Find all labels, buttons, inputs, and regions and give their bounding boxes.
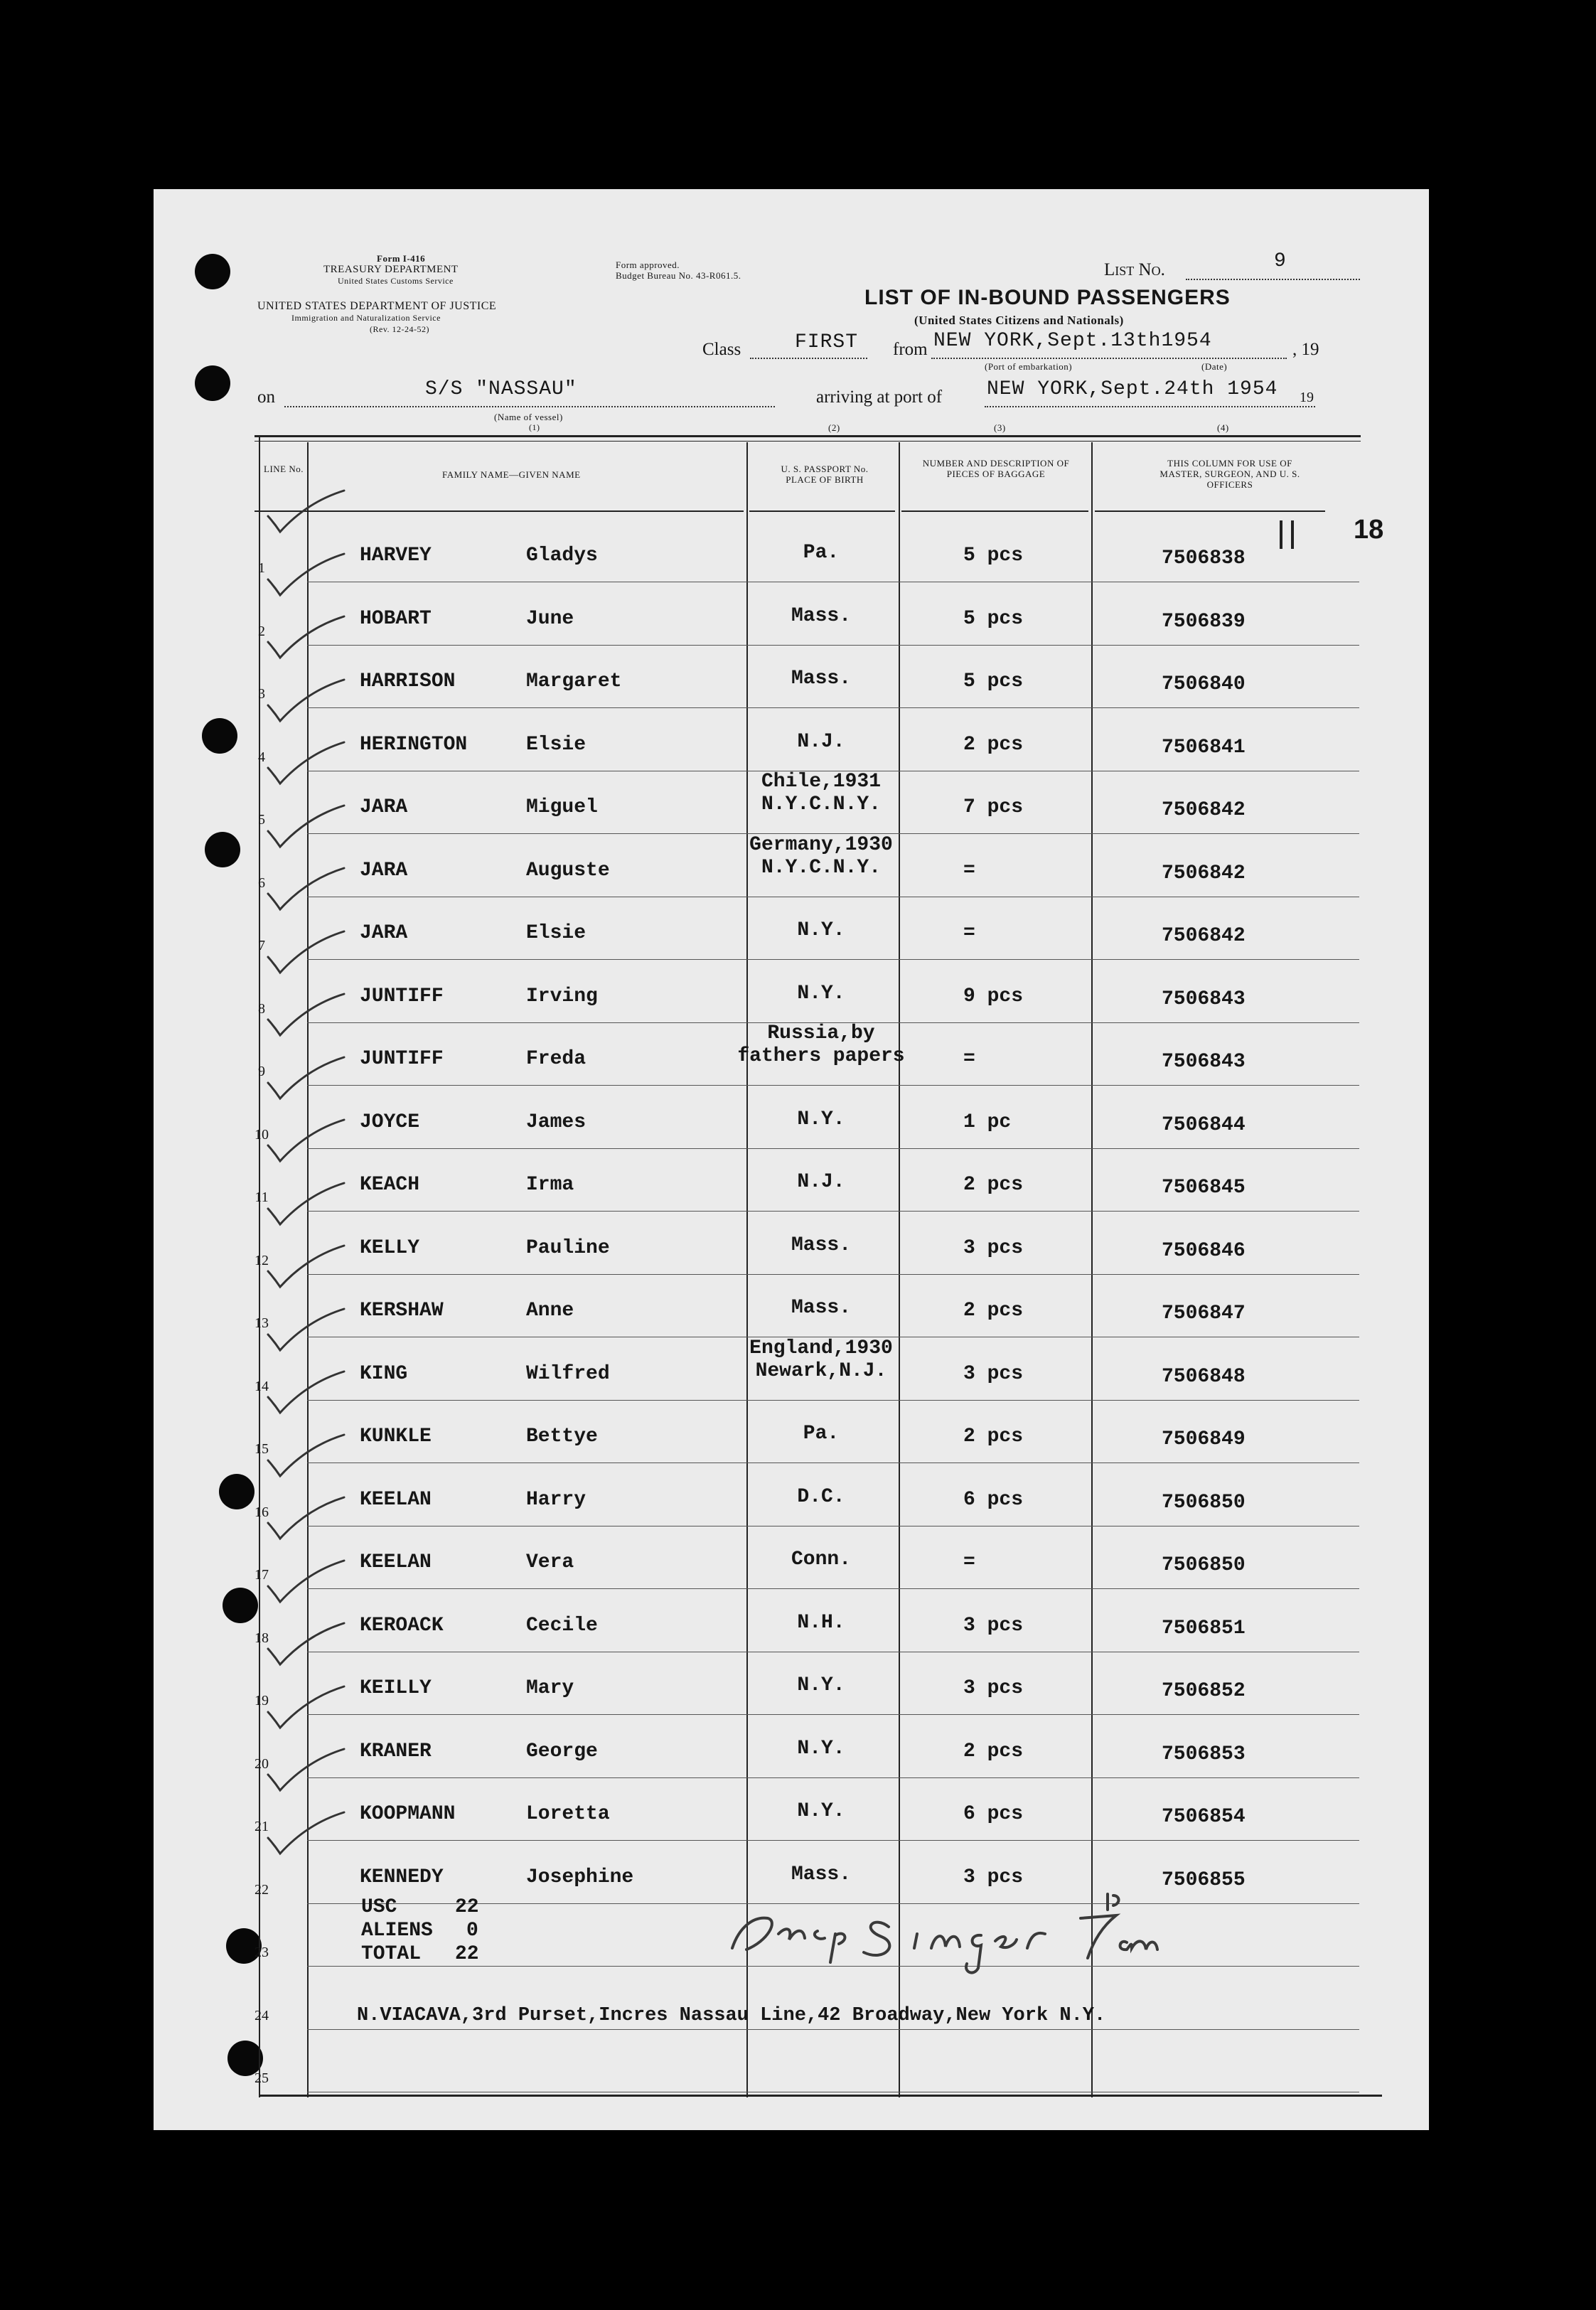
line-number: 23 xyxy=(255,1945,269,1960)
passport-number: 7506847 xyxy=(1162,1303,1246,1325)
baggage: 1 pc xyxy=(963,1111,1012,1133)
given-name: Irma xyxy=(526,1174,574,1196)
given-name: Elsie xyxy=(526,922,587,944)
passport-number: 7506842 xyxy=(1162,925,1246,947)
col-num-2: (2) xyxy=(828,422,840,433)
arriving-year: 19 xyxy=(1300,390,1314,405)
passport-number: 7506853 xyxy=(1162,1743,1246,1765)
from-value: NEW YORK,Sept.13th1954 xyxy=(933,330,1212,352)
place-of-birth: N.J. xyxy=(797,1171,845,1193)
total-aliens-label: ALIENS xyxy=(361,1920,433,1942)
family-name: JARA xyxy=(360,796,408,818)
passport-number: 7506840 xyxy=(1162,673,1246,695)
checkmark-icon xyxy=(264,1432,350,1485)
arriving-label: arriving at port of xyxy=(816,387,943,407)
baggage: 3 pcs xyxy=(963,1362,1024,1385)
line-number: 7 xyxy=(258,938,265,953)
revision-date: (Rev. 12-24-52) xyxy=(370,324,430,334)
row-rule xyxy=(307,959,1359,960)
place-of-birth: N.Y. xyxy=(797,1674,845,1696)
arriving-value: NEW YORK,Sept.24th 1954 xyxy=(987,378,1278,400)
line-number: 4 xyxy=(258,749,265,765)
place-of-birth: Mass. xyxy=(791,1234,851,1256)
place-of-birth: Mass. xyxy=(791,668,851,690)
line-number: 1 xyxy=(258,560,265,576)
passport-number: 7506843 xyxy=(1162,1051,1246,1073)
place-of-birth: Newark,N.J. xyxy=(755,1359,887,1382)
baggage: 2 pcs xyxy=(963,733,1024,756)
form-number: Form I-416 xyxy=(377,253,426,264)
form-approved: Form approved. xyxy=(616,260,680,270)
place-of-birth: fathers papers xyxy=(737,1045,905,1067)
date-caption: (Date) xyxy=(1201,361,1228,372)
place-of-birth: Mass. xyxy=(791,604,851,627)
line-number: 13 xyxy=(255,1315,269,1331)
total-usc-label: USC xyxy=(361,1896,397,1918)
line-number: 21 xyxy=(255,1819,269,1834)
baggage: 6 pcs xyxy=(963,1803,1024,1825)
baggage: 3 pcs xyxy=(963,1677,1024,1699)
place-of-birth: N.Y. xyxy=(797,982,845,1005)
checkmark-icon xyxy=(264,929,350,982)
passport-number: 7506850 xyxy=(1162,1491,1246,1514)
vessel-name: S/S "NASSAU" xyxy=(425,378,577,400)
family-name: JARA xyxy=(360,922,408,944)
place-of-birth: N.J. xyxy=(797,730,845,753)
family-name: KENNEDY xyxy=(360,1866,444,1888)
line-number: 12 xyxy=(255,1252,269,1268)
family-name: KING xyxy=(360,1362,408,1385)
punch-hole xyxy=(202,718,237,754)
family-name: KOOPMANN xyxy=(360,1803,456,1825)
family-name: HERINGTON xyxy=(360,733,468,756)
given-name: Irving xyxy=(526,985,598,1007)
line-number: 8 xyxy=(258,1000,265,1017)
baggage: 5 pcs xyxy=(963,670,1024,693)
given-name: Pauline xyxy=(526,1236,610,1259)
passport-number: 7506842 xyxy=(1162,862,1246,884)
baggage: 3 pcs xyxy=(963,1236,1024,1259)
checkmark-icon xyxy=(264,1243,350,1296)
line-number: 6 xyxy=(258,875,265,891)
header-name: FAMILY NAME—GIVEN NAME xyxy=(442,469,581,480)
passport-number: 7506842 xyxy=(1162,799,1246,821)
baggage: 6 pcs xyxy=(963,1488,1024,1511)
given-name: Margaret xyxy=(526,670,622,693)
passport-number: 7506838 xyxy=(1162,547,1246,570)
place-of-birth: D.C. xyxy=(797,1485,845,1508)
place-of-birth-line1: Chile,1931 xyxy=(761,771,882,793)
place-of-birth: Conn. xyxy=(791,1549,851,1571)
place-of-birth: N.Y. xyxy=(797,1737,845,1760)
total-total-value: 22 xyxy=(455,1943,479,1965)
baggage: 9 pcs xyxy=(963,985,1024,1007)
baggage: 5 pcs xyxy=(963,545,1024,567)
place-of-birth: N.H. xyxy=(797,1611,845,1634)
baggage: 2 pcs xyxy=(963,1174,1024,1196)
header-officers: THIS COLUMN FOR USE OF MASTER, SURGEON, AND U. S. OFFICERS xyxy=(1159,458,1300,490)
customs-service: United States Customs Service xyxy=(338,276,454,286)
given-name: Vera xyxy=(526,1551,574,1573)
class-value: FIRST xyxy=(795,331,859,353)
col-num-3: (3) xyxy=(994,422,1006,433)
given-name: Auguste xyxy=(526,859,610,882)
checkmark-icon xyxy=(264,865,350,919)
checkmark-icon xyxy=(264,1117,350,1170)
list-no-value: 9 xyxy=(1274,250,1287,272)
line-number: 10 xyxy=(255,1126,269,1143)
ins-service: Immigration and Naturalization Service xyxy=(291,313,441,323)
baggage: 7 pcs xyxy=(963,796,1024,818)
checkmark-icon xyxy=(264,614,350,667)
total-usc-value: 22 xyxy=(455,1896,479,1918)
baggage: 2 pcs xyxy=(963,1300,1024,1322)
passport-number: 7506852 xyxy=(1162,1680,1246,1702)
passport-number: 7506844 xyxy=(1162,1113,1246,1136)
family-name: KUNKLE xyxy=(360,1426,432,1448)
list-no-label: List No. xyxy=(1104,260,1165,279)
given-name: Loretta xyxy=(526,1803,610,1825)
checkmark-icon xyxy=(264,1306,350,1359)
checkmark-icon xyxy=(264,1558,350,1611)
line-number: 14 xyxy=(255,1378,269,1394)
total-aliens-value: 0 xyxy=(466,1920,478,1942)
family-name: JUNTIFF xyxy=(360,1048,444,1070)
passport-number: 7506843 xyxy=(1162,988,1246,1010)
given-name: Josephine xyxy=(526,1866,634,1888)
line-number: 19 xyxy=(255,1693,269,1709)
line-number: 5 xyxy=(258,812,265,828)
row-rule xyxy=(307,1211,1359,1212)
row-rule xyxy=(307,1148,1359,1149)
row-rule xyxy=(307,1085,1359,1086)
family-name: KEACH xyxy=(360,1174,420,1196)
line-number: 25 xyxy=(255,2070,269,2086)
passport-number: 7506848 xyxy=(1162,1365,1246,1388)
passport-number: 7506850 xyxy=(1162,1554,1246,1576)
baggage: 2 pcs xyxy=(963,1740,1024,1763)
family-name: JUNTIFF xyxy=(360,985,444,1007)
inspector-signature xyxy=(718,1884,1187,1984)
header-baggage: NUMBER AND DESCRIPTION OF PIECES OF BAGGAGE xyxy=(922,458,1070,479)
given-name: Gladys xyxy=(526,545,598,567)
line-number: 2 xyxy=(258,623,265,639)
punch-hole xyxy=(195,365,230,401)
place-of-birth-line1: Germany,1930 xyxy=(749,833,893,856)
place-of-birth-line1: Russia,by xyxy=(767,1022,875,1044)
header-line-no: LINE No. xyxy=(264,464,304,474)
passport-number: 7506846 xyxy=(1162,1239,1246,1262)
family-name: KRANER xyxy=(360,1740,432,1763)
checkmark-icon xyxy=(264,1369,350,1422)
checkmark-icon xyxy=(264,1180,350,1234)
checkmark-icon xyxy=(264,677,350,730)
col-num-4: (4) xyxy=(1217,422,1229,433)
class-label: Class xyxy=(702,340,741,359)
row-rule xyxy=(307,1400,1359,1401)
family-name: KEROACK xyxy=(360,1614,444,1637)
vessel-caption: (Name of vessel) xyxy=(494,412,563,422)
given-name: Elsie xyxy=(526,733,587,756)
baggage: 3 pcs xyxy=(963,1866,1024,1888)
line-number: 17 xyxy=(255,1567,269,1583)
place-of-birth: Pa. xyxy=(803,542,840,564)
punch-hole xyxy=(219,1474,255,1509)
given-name: Freda xyxy=(526,1048,587,1070)
baggage: 2 pcs xyxy=(963,1426,1024,1448)
family-name: HOBART xyxy=(360,607,432,630)
checkmark-icon xyxy=(264,1620,350,1674)
purser-line: N.VIACAVA,3rd Purset,Incres Nassau Line,42 Broadway,New York N.Y. xyxy=(357,2005,1106,2026)
punch-hole xyxy=(223,1588,258,1623)
family-name: JARA xyxy=(360,859,408,882)
family-name: HARVEY xyxy=(360,545,432,567)
place-of-birth: N.Y. xyxy=(797,1108,845,1130)
margin-mark xyxy=(1280,520,1294,549)
line-number: 15 xyxy=(255,1441,269,1457)
given-name: June xyxy=(526,607,574,630)
baggage: = xyxy=(963,922,975,944)
place-of-birth: N.Y. xyxy=(797,1800,845,1822)
given-name: George xyxy=(526,1740,598,1763)
justice-dept: UNITED STATES DEPARTMENT OF JUSTICE xyxy=(257,300,497,312)
given-name: Bettye xyxy=(526,1426,598,1448)
punch-hole xyxy=(195,254,230,289)
passport-number: 7506841 xyxy=(1162,736,1246,759)
line-number: 24 xyxy=(255,2007,269,2023)
baggage: = xyxy=(963,859,975,882)
baggage: 5 pcs xyxy=(963,607,1024,630)
family-name: JOYCE xyxy=(360,1111,420,1133)
port-embark-caption: (Port of embarkation) xyxy=(985,361,1073,372)
row-rule xyxy=(307,1588,1359,1589)
family-name: KEILLY xyxy=(360,1677,432,1699)
place-of-birth: N.Y.C.N.Y. xyxy=(761,793,882,816)
place-of-birth: N.Y. xyxy=(797,919,845,941)
baggage: = xyxy=(963,1551,975,1573)
header-passport: U. S. PASSPORT No. PLACE OF BIRTH xyxy=(781,464,869,485)
given-name: Anne xyxy=(526,1300,574,1322)
family-name: HARRISON xyxy=(360,670,456,693)
family-name: KERSHAW xyxy=(360,1300,444,1322)
place-of-birth: N.Y.C.N.Y. xyxy=(761,856,882,879)
passport-number: 7506845 xyxy=(1162,1177,1246,1199)
family-name: KELLY xyxy=(360,1236,420,1259)
passport-number: 7506851 xyxy=(1162,1617,1246,1640)
punch-hole xyxy=(205,832,240,867)
form-title: LIST OF IN-BOUND PASSENGERS xyxy=(864,286,1231,309)
given-name: James xyxy=(526,1111,587,1133)
line-number: 18 xyxy=(255,1630,269,1646)
checkmark-icon xyxy=(264,991,350,1044)
family-name: KEELAN xyxy=(360,1488,432,1511)
line-number: 22 xyxy=(255,1881,269,1898)
line-number: 9 xyxy=(258,1064,265,1079)
checkmark-icon xyxy=(264,1054,350,1108)
margin-note: 18 xyxy=(1354,515,1384,545)
row-rule xyxy=(307,1777,1359,1778)
checkmark-icon xyxy=(264,739,350,793)
budget-bureau: Budget Bureau No. 43-R061.5. xyxy=(616,270,741,281)
baggage: = xyxy=(963,1048,975,1070)
checkmark-icon xyxy=(264,1684,350,1737)
line-number: 16 xyxy=(255,1504,269,1520)
place-of-birth-line1: England,1930 xyxy=(749,1337,893,1359)
row-rule xyxy=(307,645,1359,646)
treasury-dept: TREASURY DEPARTMENT xyxy=(323,264,459,275)
line-number: 11 xyxy=(255,1189,269,1205)
given-name: Wilfred xyxy=(526,1362,610,1385)
line-number: 20 xyxy=(255,1755,269,1772)
line-number: 3 xyxy=(258,686,265,702)
year-suffix: , 19 xyxy=(1292,340,1319,359)
from-label: from xyxy=(893,340,928,359)
row-rule xyxy=(307,1274,1359,1275)
form-subtitle: (United States Citizens and Nationals) xyxy=(914,314,1124,327)
row-rule xyxy=(307,707,1359,708)
baggage: 3 pcs xyxy=(963,1614,1024,1637)
place-of-birth: Pa. xyxy=(803,1423,840,1445)
place-of-birth: Mass. xyxy=(791,1297,851,1319)
passport-number: 7506855 xyxy=(1162,1868,1246,1891)
checkmark-icon xyxy=(264,1494,350,1548)
given-name: Miguel xyxy=(526,796,598,818)
checkmark-icon xyxy=(264,803,350,856)
given-name: Mary xyxy=(526,1677,574,1699)
on-label: on xyxy=(257,387,275,407)
row-rule xyxy=(307,1840,1359,1841)
passport-number: 7506849 xyxy=(1162,1428,1246,1450)
checkmark-icon xyxy=(264,551,350,604)
passport-number: 7506854 xyxy=(1162,1806,1246,1828)
total-total-label: TOTAL xyxy=(361,1943,422,1965)
checkmark-icon xyxy=(264,488,350,541)
vessel-caption-no: (1) xyxy=(529,422,540,432)
passport-number: 7506839 xyxy=(1162,610,1246,633)
family-name: KEELAN xyxy=(360,1551,432,1573)
place-of-birth: Mass. xyxy=(791,1863,851,1886)
row-rule xyxy=(307,1714,1359,1715)
given-name: Harry xyxy=(526,1488,587,1511)
row-rule xyxy=(307,2029,1359,2030)
given-name: Cecile xyxy=(526,1614,598,1637)
checkmark-icon xyxy=(264,1746,350,1800)
checkmark-icon xyxy=(264,1809,350,1863)
